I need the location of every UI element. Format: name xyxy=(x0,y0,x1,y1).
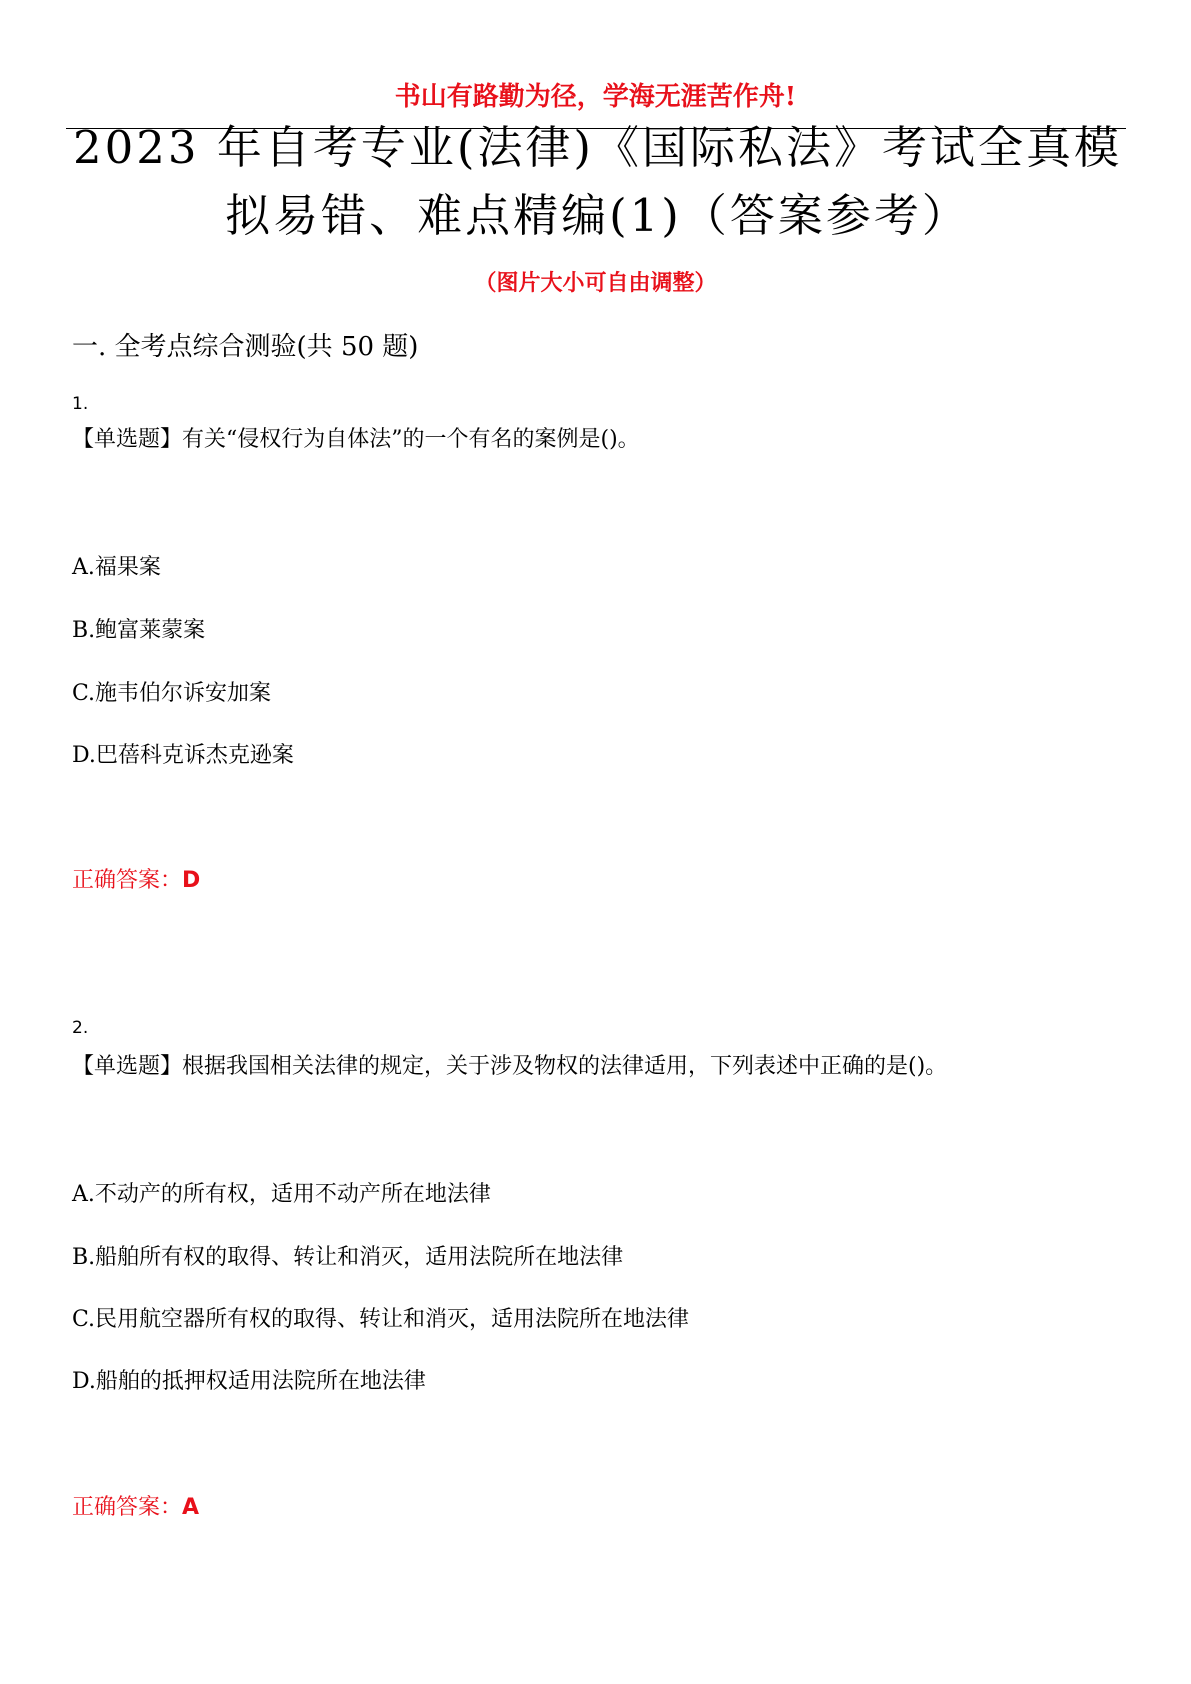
answer-value: A xyxy=(182,1495,200,1520)
question-number: 2. xyxy=(72,1018,89,1038)
title-line-1: 2023 年自考专业(法律)《国际私法》考试全真模 xyxy=(73,121,1122,174)
option-a: A.福果案 xyxy=(72,555,161,580)
resize-note: （图片大小可自由调整） xyxy=(474,270,717,296)
section-heading: 一. 全考点综合测验(共 50 题) xyxy=(72,332,419,362)
option-a: A.不动产的所有权，适用不动产所在地法律 xyxy=(72,1182,491,1207)
option-c: C.民用航空器所有权的取得、转让和消灭，适用法院所在地法律 xyxy=(72,1307,690,1332)
title-line-2: 拟易错、难点精编(1)（答案参考） xyxy=(225,189,970,242)
question-stem: 【单选题】有关“侵权行为自体法”的一个有名的案例是()。 xyxy=(72,427,640,452)
option-b: B.鲍富莱蒙案 xyxy=(72,618,206,643)
question-number: 1. xyxy=(72,394,89,414)
answer-value: D xyxy=(182,868,201,893)
motto-banner: 书山有路勤为径，学海无涯苦作舟! xyxy=(394,82,797,112)
option-c: C.施韦伯尔诉安加案 xyxy=(72,681,272,706)
correct-answer xyxy=(72,866,200,896)
question-stem: 【单选题】根据我国相关法律的规定，关于涉及物权的法律适用，下列表述中正确的是()。 xyxy=(72,1054,948,1079)
correct-answer xyxy=(72,1493,199,1523)
option-b: B.船舶所有权的取得、转让和消灭，适用法院所在地法律 xyxy=(72,1245,624,1270)
answer-label: 正确答案： xyxy=(72,1495,183,1520)
document-title xyxy=(70,114,1125,250)
option-d: D.巴蓓科克诉杰克逊案 xyxy=(72,743,294,768)
option-d: D.船舶的抵押权适用法院所在地法律 xyxy=(72,1369,426,1394)
answer-label: 正确答案： xyxy=(72,868,183,893)
